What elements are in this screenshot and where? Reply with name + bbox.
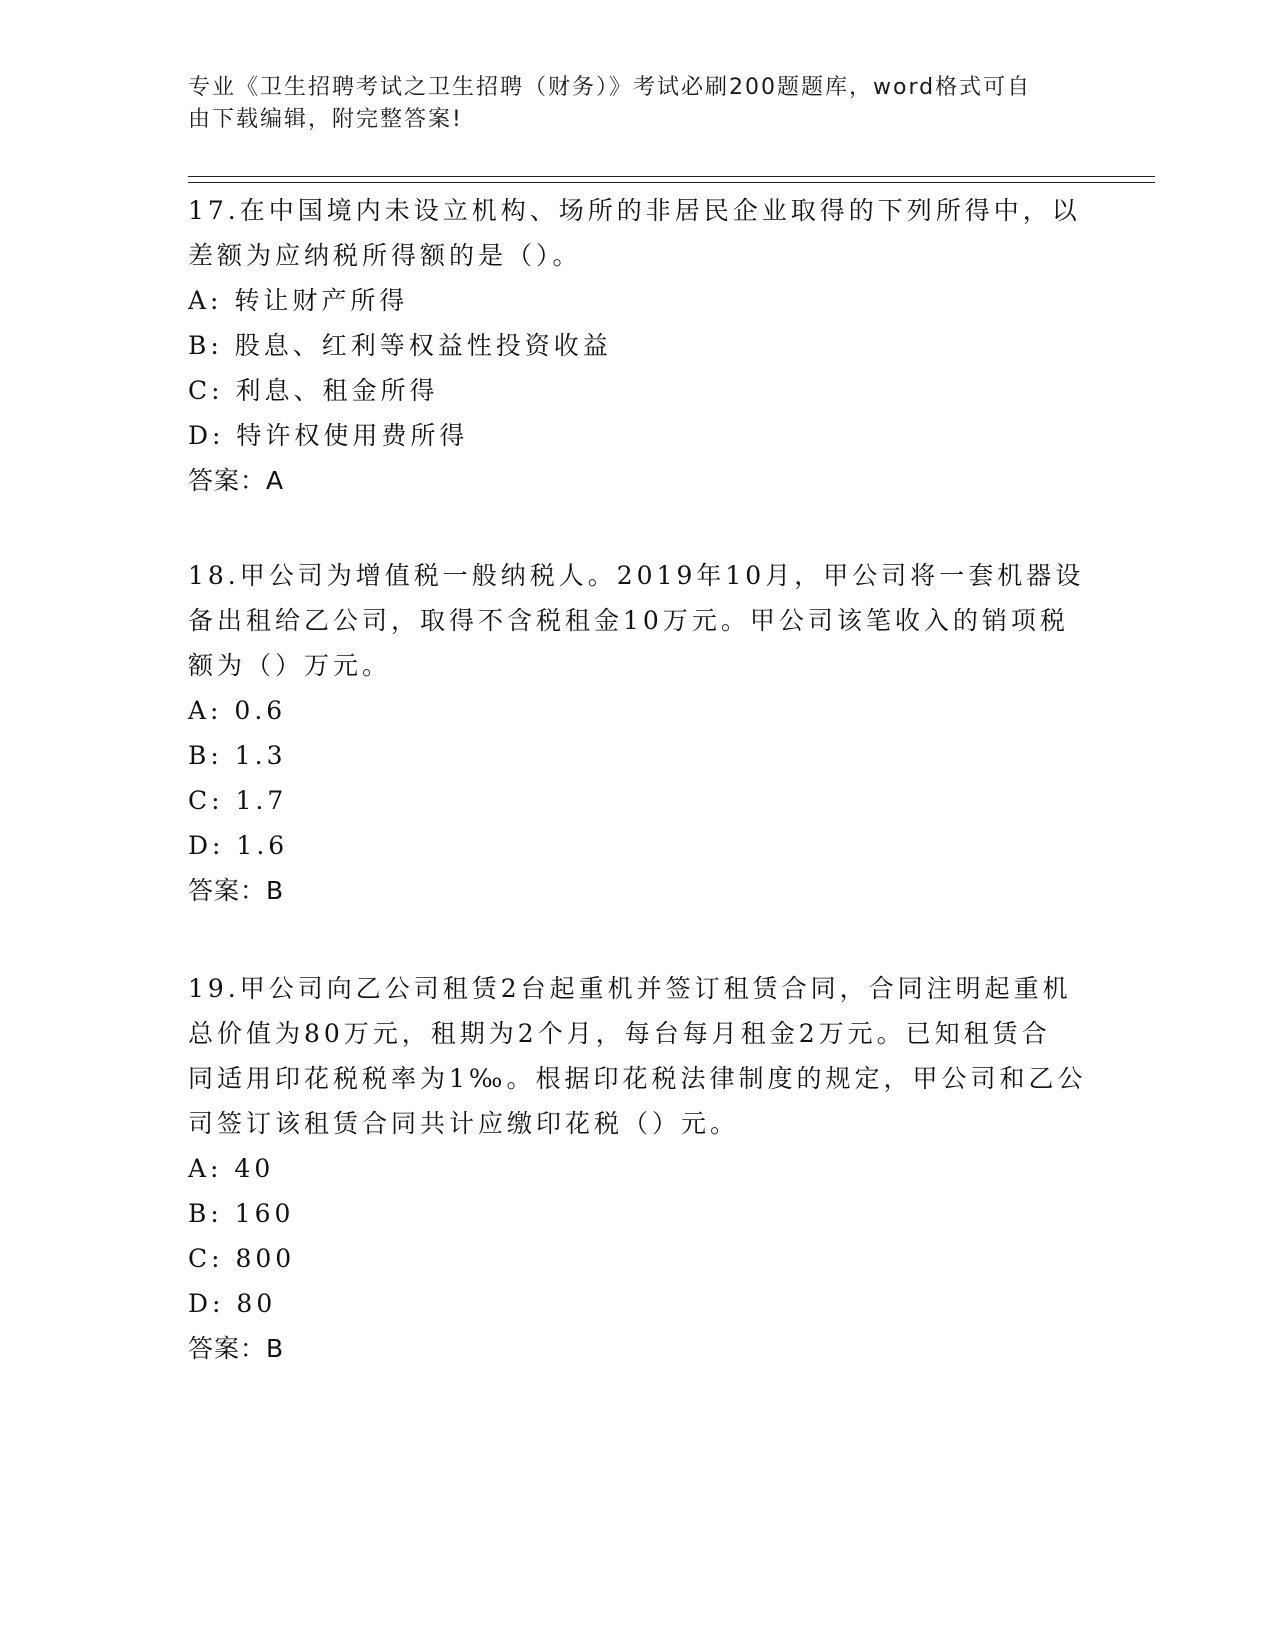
option-d: D: 80 (188, 1289, 277, 1318)
option-a: A: 0.6 (188, 696, 287, 725)
option-b: B: 160 (188, 1199, 295, 1228)
question-stem-line: 同适用印花税税率为1‰。根据印花税法律制度的规定，甲公司和乙公 (188, 1064, 1087, 1093)
answer-line: 答案：A (188, 466, 285, 495)
option-a: A: 转让财产所得 (188, 286, 409, 315)
option-d: D: 1.6 (188, 831, 289, 860)
question-stem-line: 司签订该租赁合同共计应缴印花税（）元。 (188, 1109, 740, 1138)
question-17 (188, 188, 1088, 503)
option-c: C: 利息、租金所得 (188, 376, 439, 405)
document-header (188, 72, 1068, 136)
option-a: A: 40 (188, 1154, 275, 1183)
option-b: B: 1.3 (188, 741, 287, 770)
question-stem-line: 18.甲公司为增值税一般纳税人。2019年10月，甲公司将一套机器设 (188, 561, 1085, 590)
question-stem-line: 17.在中国境内未设立机构、场所的非居民企业取得的下列所得中，以 (188, 196, 1081, 225)
header-line-1: 专业《卫生招聘考试之卫生招聘（财务）》考试必刷200题题库，word格式可自 (188, 75, 1032, 100)
question-19 (188, 966, 1088, 1371)
answer-line: 答案：B (188, 876, 285, 905)
question-stem-line: 总价值为80万元，租期为2个月，每台每月租金2万元。已知租赁合 (188, 1019, 1051, 1048)
option-c: C: 800 (188, 1244, 296, 1273)
question-stem-line: 19.甲公司向乙公司租赁2台起重机并签订租赁合同，合同注明起重机 (188, 974, 1072, 1003)
question-18 (188, 553, 1088, 913)
option-c: C: 1.7 (188, 786, 288, 815)
header-divider-top (188, 176, 1155, 177)
header-line-2: 由下载编辑，附完整答案! (188, 107, 463, 132)
header-divider-bottom (188, 182, 1155, 183)
question-stem-line: 差额为应纳税所得额的是（）。 (188, 241, 582, 270)
answer-line: 答案：B (188, 1334, 285, 1363)
question-stem-line: 备出租给乙公司，取得不含税租金10万元。甲公司该笔收入的销项税 (188, 606, 1069, 635)
option-b: B: 股息、红利等权益性投资收益 (188, 331, 612, 360)
option-d: D: 特许权使用费所得 (188, 421, 469, 450)
question-stem-line: 额为（）万元。 (188, 651, 392, 680)
